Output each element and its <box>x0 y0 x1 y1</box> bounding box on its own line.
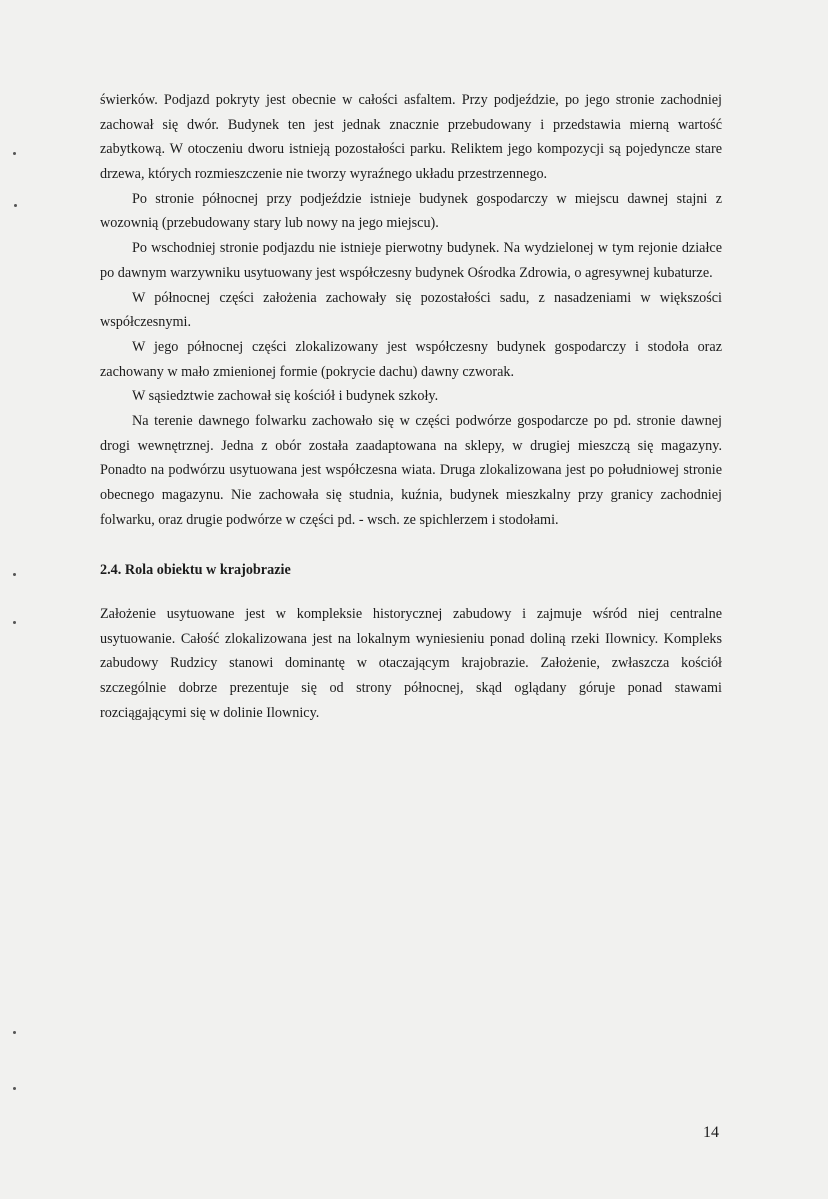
scan-speck <box>13 1031 16 1034</box>
section-body-1 <box>100 88 722 532</box>
text-line: Po stronie północnej przy podjeździe istnieje budynek gospodarczy w miejscu dawnej stajni z <box>132 190 722 207</box>
text-line: rozciągającymi się w dolinie Ilownicy. <box>100 704 320 721</box>
scan-speck <box>14 204 17 207</box>
text-line: Po wschodniej stronie podjazdu nie istnieje pierwotny budynek. Na wydzielonej w tym rejonie działce <box>132 240 722 257</box>
text-line: wozownią (przebudowany stary lub nowy na jego miejscu). <box>100 215 439 232</box>
text-line: drzewa, których rozmieszczenie nie tworzy wyraźnego układu przestrzennego. <box>100 166 548 183</box>
text-line: W jego północnej części zlokalizowany jest współczesny budynek gospodarczy i stodoła oraz <box>132 338 722 355</box>
section-body-2 <box>100 602 722 725</box>
text-line: W północnej części założenia zachowały się pozostałości sadu, z nasadzeniami w większości <box>132 289 722 306</box>
text-line: W sąsiedztwie zachował się kościół i budynek szkoły. <box>132 388 439 405</box>
text-line: świerków. Podjazd pokryty jest obecnie w całości asfaltem. Przy podjeździe, po jego stronie zachodniej <box>100 92 722 108</box>
text-line: folwarku, oraz drugie podwórze w części pd. - wsch. ze spichlerzem i stodołami. <box>100 511 559 528</box>
text-line: usytuowanie. Całość zlokalizowana jest na lokalnym wyniesieniu ponad doliną rzeki Ilownicy. Kompleks <box>100 630 722 647</box>
text-line: zachował się dwór. Budynek ten jest jednak znacznie przebudowany i przedstawia mierną wartość <box>100 116 722 133</box>
text-line: Założenie usytuowane jest w kompleksie historycznej zabudowy i zajmuje wśród niej centralne <box>100 606 722 622</box>
text-line: zachowany w mało zmienionej formie (pokrycie dachu) dawny czworak. <box>100 363 515 380</box>
section-heading: 2.4. Rola obiektu w krajobrazie <box>100 562 291 578</box>
scan-speck <box>13 621 16 624</box>
text-line: po dawnym warzywniku usytuowany jest współczesny budynek Ośrodka Zdrowia, o agresywnej kubaturze. <box>100 264 713 281</box>
text-line: Ponadto na podwórzu usytuowana jest współczesna wiata. Druga zlokalizowana jest po południowej stronie <box>100 462 722 479</box>
scan-speck <box>13 152 16 155</box>
text-line: Na terenie dawnego folwarku zachowało się w części podwórze gospodarcze po pd. stronie dawnej <box>132 412 722 429</box>
page-number: 14 <box>703 1124 719 1141</box>
text-line: współczesnymi. <box>100 314 192 331</box>
text-line: szczególnie dobrze prezentuje się od strony północnej, skąd oglądany góruje ponad stawami <box>100 680 722 697</box>
text-line: zabudowy Rudzicy stanowi dominantę w otaczającym krajobrazie. Założenie, zwłaszcza kościół <box>100 655 722 672</box>
scan-speck <box>13 1087 16 1090</box>
text-line: drogi wewnętrznej. Jedna z obór została zaadaptowana na sklepy, w drugiej mieszczą się magazyny. <box>100 437 722 454</box>
scan-speck <box>13 573 16 576</box>
text-line: obecnego magazynu. Nie zachowała się studnia, kuźnia, budynek mieszkalny przy granicy zachodniej <box>100 487 722 503</box>
text-line: zabytkową. W otoczeniu dworu istnieją pozostałości parku. Reliktem jego kompozycji są pojedyncze stare <box>100 141 722 158</box>
